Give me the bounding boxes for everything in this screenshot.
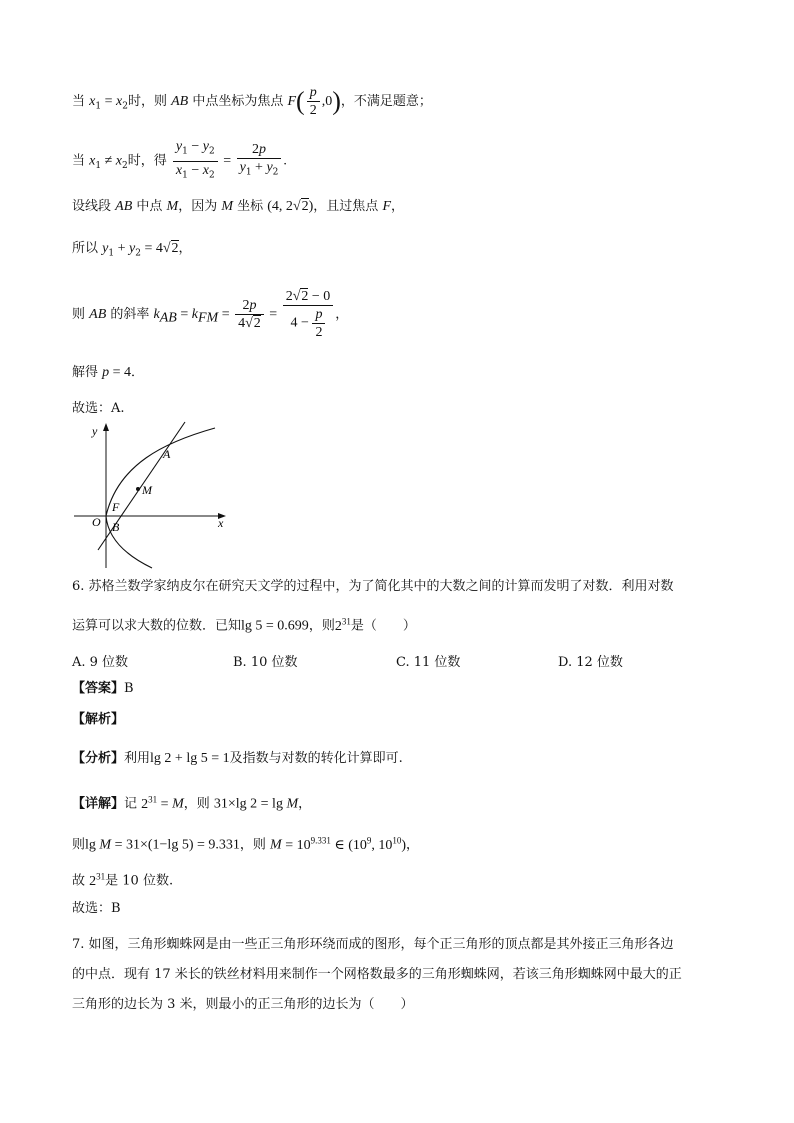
- label-x: x: [218, 516, 224, 530]
- q6-detail: 【详解】记 $2^{31} = M$，则 31×lg 2 = lg M，: [72, 794, 312, 812]
- solution-line-4: 所以 $y_1 + y_2 = 4√2$，: [72, 241, 192, 259]
- label-b: B: [112, 520, 120, 534]
- parabola-figure: [70, 420, 240, 572]
- q6-stem-line-2: 运算可以求大数的位数．已知lg 5 = 0.699，则$2^{31}$是（ ）: [72, 616, 416, 634]
- solution-line-3: 设线段 AB 中点 M，因为 M 坐标 (4, 2√2)，且过焦点 F，: [72, 199, 405, 214]
- q6-option-b: B. 10 位数: [233, 655, 298, 670]
- q6-option-a: A. 9 位数: [72, 655, 129, 670]
- q7-line-3: 三角形的边长为 3 米，则最小的正三角形的边长为（ ）: [72, 997, 414, 1012]
- q6-detail-line-2: 则lg M = 31×(1−lg 5) = 9.331，则 $M = 10^{9.331}$ ∈ ($10^9$, $10^{10}$)，: [72, 835, 420, 853]
- label-a: A: [163, 447, 171, 461]
- q7-line-2: 的中点．现有 17 米长的铁丝材料用来制作一个网格数最多的三角形蜘蛛网，若该三角形蜘蛛网中最大的正: [72, 967, 682, 982]
- solution-line-1: 当 $x_1 = x_2$时，则 AB 中点坐标为焦点 F( $\frac{p}{2}$ ,0)，不满足题意；: [72, 85, 432, 118]
- solution-line-6: 解得 p = 4．: [72, 365, 145, 380]
- q6-analysis-tag: 【解析】: [72, 712, 125, 727]
- label-o: O: [92, 515, 101, 529]
- q6-detail-line-3: 故 $2^{31}$是 10 位数.: [72, 871, 174, 889]
- q7-line-1: 7. 如图，三角形蜘蛛网是由一些正三角形环绕而成的图形，每个正三角形的顶点都是其外接正三角形各边: [72, 937, 674, 952]
- q6-fenxi: 【分析】利用lg 2 + lg 5 = 1及指数与对数的转化计算即可.: [72, 751, 403, 766]
- label-m: M: [142, 483, 152, 497]
- label-f: F: [112, 500, 120, 514]
- midpoint-m: [136, 487, 140, 491]
- solution-line-2: 当 $x_1 \ne x_2$时，得 $\frac{y_1 - y_2}{x_1 - x_2}$ = $\frac{2p}{y_1 + y_2}$ .: [72, 139, 287, 181]
- q6-choose: 故选：B: [72, 901, 121, 916]
- label-y: y: [92, 424, 98, 438]
- q6-option-c: C. 11 位数: [396, 655, 461, 670]
- solution-choice-a: 故选：A.: [72, 401, 125, 416]
- q6-answer: 【答案】B: [72, 681, 134, 696]
- q6-stem-line-1: 6. 苏格兰数学家纳皮尔在研究天文学的过程中，为了简化其中的大数之间的计算而发明了对数．利用对数: [72, 579, 674, 594]
- parabola-curve: [106, 428, 215, 568]
- solution-line-5: 则 AB 的斜率 $k_{AB} = k_{FM}$ = $\frac{2p}{4√2}$ = 2√2 − 0 4 − $\frac{p}{2}$ ，: [72, 289, 349, 340]
- y-axis-arrow: [103, 423, 109, 431]
- q6-option-d: D. 12 位数: [558, 655, 623, 670]
